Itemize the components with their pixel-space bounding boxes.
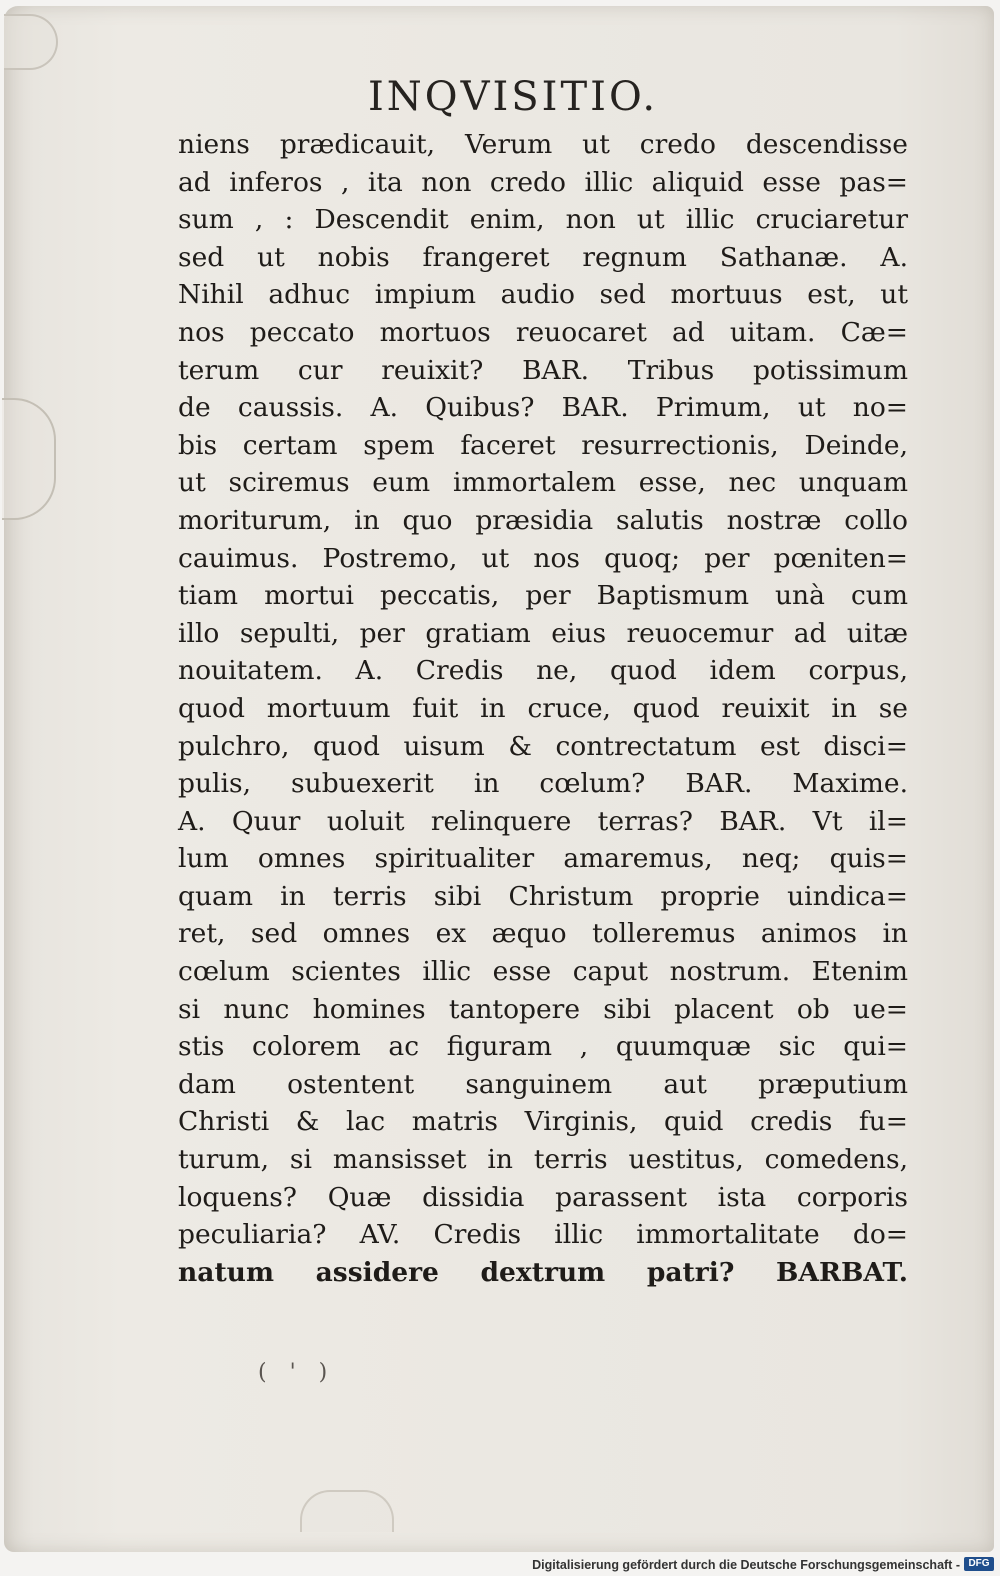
funding-credit: Digitalisierung gefördert durch die Deutsche Forschungsgemeinschaft - [532, 1558, 960, 1572]
text-line-13: tiam mortui peccatis, per Baptismum unà cum [178, 580, 908, 612]
text-line-25: stis colorem ac figuram , quumquæ sic qui= [178, 1031, 908, 1063]
text-line-24: si nunc homines tantopere sibi placent ob ue= [178, 993, 908, 1025]
catchword-line: natum assidere dextrum patri? BARBAT. [178, 1256, 908, 1288]
text-line-11: moriturum, in quo præsidia salutis nostræ collo [178, 504, 908, 536]
page-clip-middle [2, 398, 56, 520]
text-line-21: quam in terris sibi Christum proprie uindica= [178, 880, 908, 912]
text-line-16: quod mortuum fuit in cruce, quod reuixit in se [178, 692, 908, 724]
text-line-15: nouitatem. A. Credis ne, quod idem corpus, [178, 655, 908, 687]
running-head: INQVISITIO. [368, 74, 659, 120]
text-line-1: niens prædicauit, Verum ut credo descendisse [178, 129, 908, 160]
text-line-4: sed ut nobis frangeret regnum Sathanæ. A. [178, 241, 908, 273]
text-line-29: loquens? Quæ dissidia parassent ista corporis [178, 1181, 908, 1213]
text-line-8: de caussis. A. Quibus? BAR. Primum, ut no= [178, 392, 908, 424]
text-line-28: turum, si mansisset in terris uestitus, comedens, [178, 1144, 908, 1176]
text-line-6: nos peccato mortuos reuocaret ad uitam. Cæ= [178, 316, 908, 348]
dfg-logo-icon: DFG [964, 1557, 994, 1571]
text-line-20: lum omnes spiritualiter amaremus, neq; quis= [178, 843, 908, 875]
text-line-3: sum , : Descendit enim, non ut illic cruciaretur [178, 204, 908, 236]
text-line-10: ut sciremus eum immortalem esse, nec unquam [178, 467, 908, 499]
text-line-17: pulchro, quod uisum & contrectatum est disci= [178, 730, 908, 762]
text-line-7: terum cur reuixit? BAR. Tribus potissimum [178, 354, 908, 386]
text-line-9: bis certam spem faceret resurrectionis, Deinde, [178, 429, 908, 461]
text-line-5: Nihil adhuc impium audio sed mortuus est, ut [178, 279, 908, 311]
page-clip-top [4, 14, 58, 70]
text-line-27: Christi & lac matris Virginis, quid credis fu= [178, 1106, 908, 1138]
text-line-12: cauimus. Postremo, ut nos quoq; per pœniten= [178, 542, 908, 574]
text-line-14: illo sepulti, per gratiam eius reuocemur ad uitæ [178, 617, 908, 649]
text-line-18: pulis, subuexerit in cœlum? BAR. Maxime. [178, 768, 908, 800]
text-line-2: ad inferos , ita non credo illic aliquid esse pas= [178, 166, 908, 198]
text-line-19: A. Quur uoluit relinquere terras? BAR. Vt il= [178, 805, 908, 837]
text-line-26: dam ostentent sanguinem aut præputium [178, 1068, 908, 1100]
text-line-23: cœlum scientes illic esse caput nostrum. Etenim [178, 956, 908, 988]
footer-bar [0, 1552, 1000, 1576]
page-clip-bottom [300, 1490, 394, 1532]
text-line-30: peculiaria? AV. Credis illic immortalitate do= [178, 1219, 908, 1251]
footer-marks: ( ' ) [258, 1360, 336, 1385]
text-line-22: ret, sed omnes ex æquo tolleremus animos in [178, 918, 908, 950]
text-block [178, 126, 908, 1291]
